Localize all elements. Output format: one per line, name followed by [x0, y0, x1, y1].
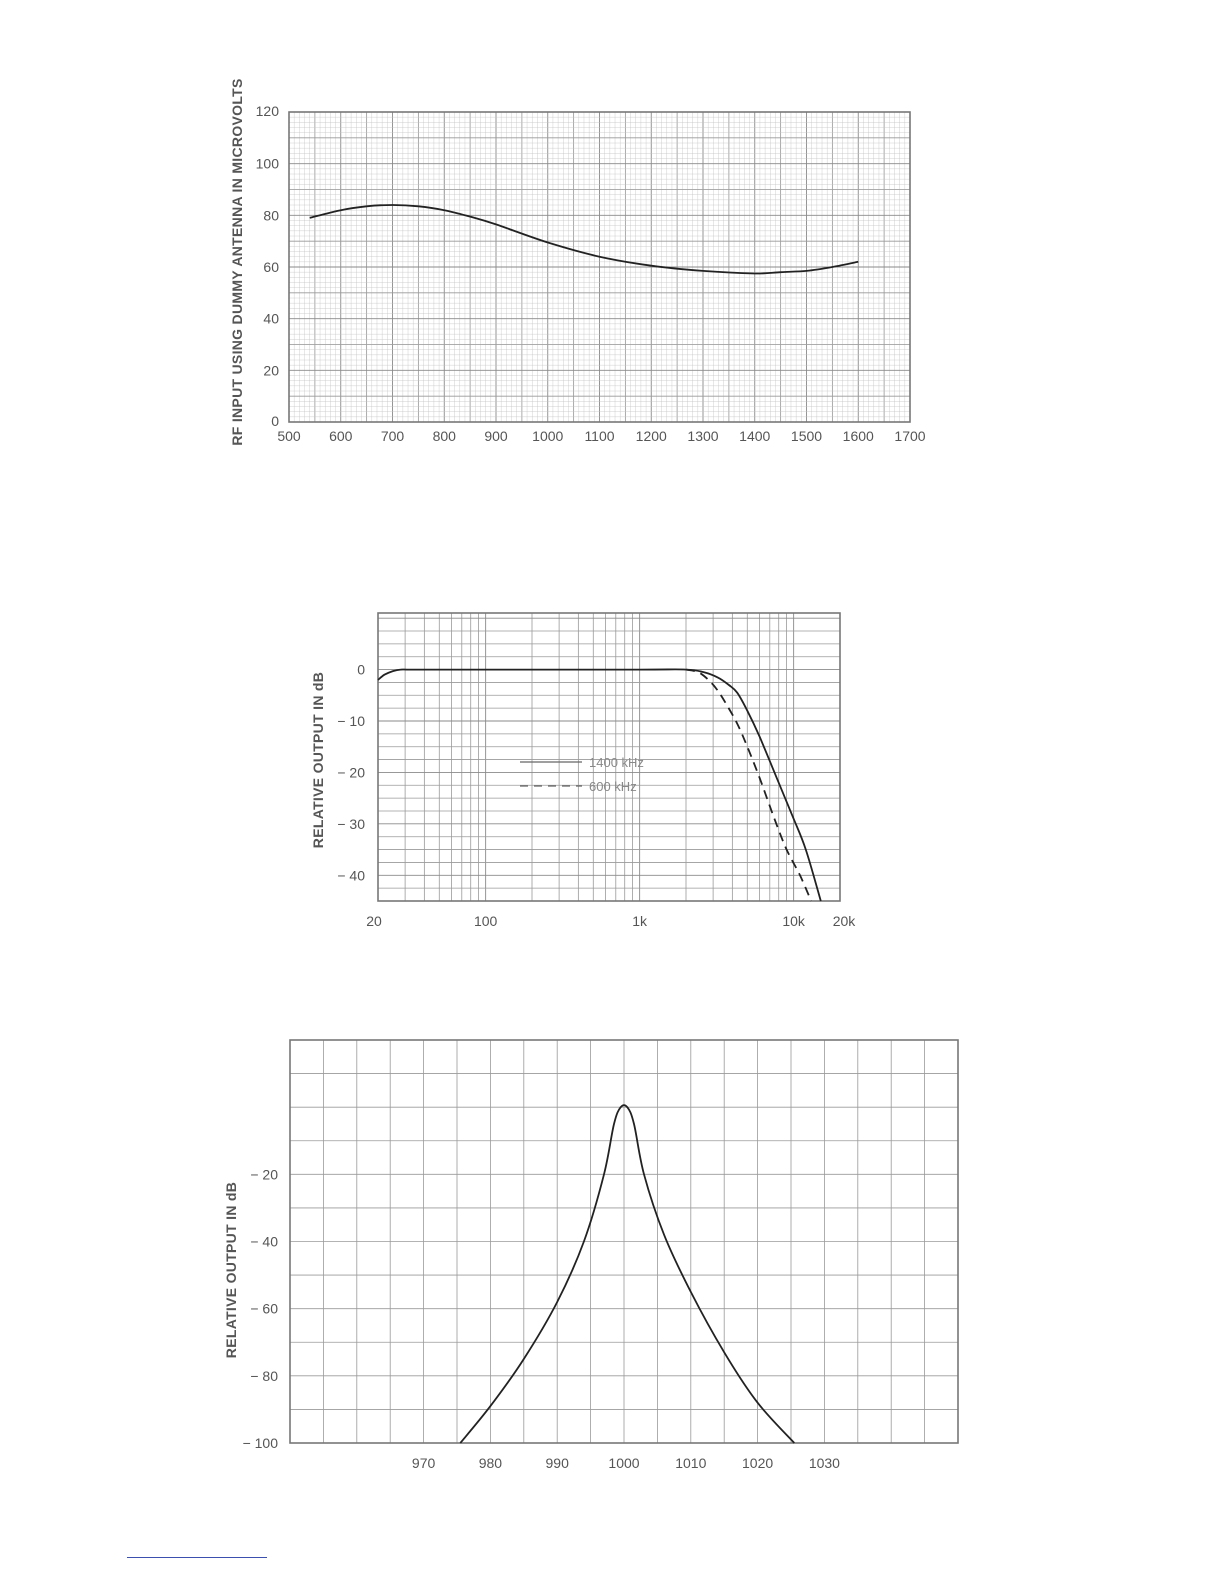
chart3-x-tick-label: 1030 — [808, 1455, 840, 1471]
chart1-x-tick-label: 900 — [484, 428, 508, 444]
chart3-ylabel: RELATIVE OUTPUT IN dB — [223, 1181, 239, 1359]
chart2-legend-label: 1400 kHz — [589, 755, 644, 770]
chart2-x-tick-label: 20 — [366, 913, 382, 929]
chart3-series-line — [460, 1105, 794, 1443]
chart1-y-tick-label: 60 — [263, 259, 279, 275]
chart3-y-tick-label: − 40 — [250, 1233, 278, 1250]
chart1-x-tick-label: 1400 — [739, 428, 771, 444]
chart2-x-tick-label: 10k — [782, 913, 805, 929]
chart1-y-tick-label: 20 — [263, 362, 279, 379]
chart2-y-tick-label: 0 — [357, 661, 365, 678]
chart1-x-tick-label: 1500 — [790, 428, 823, 444]
chart1-x-tick-label: 1100 — [584, 428, 615, 444]
chart1-x-tick-label: 1300 — [687, 428, 719, 444]
chart1-x-tick-label: 1200 — [635, 428, 667, 444]
footer-rule — [127, 1557, 267, 1558]
chart1-x-tick-label: 800 — [432, 428, 456, 444]
chart1-ylabel: RF INPUT USING DUMMY ANTENNA IN MICROVOLTS — [229, 78, 245, 446]
chart2-x-tick-label: 20k — [832, 913, 856, 929]
chart1-x-tick-label: 1700 — [894, 428, 926, 444]
chart1-y-tick-label: 80 — [263, 207, 279, 224]
chart1-y-tick-label: 0 — [271, 413, 279, 429]
chart3-y-tick-label: − 60 — [250, 1300, 278, 1317]
chart1-x-tick-label: 1000 — [532, 428, 564, 444]
chart2-y-tick-label: − 30 — [337, 815, 365, 832]
chart2-y-tick-label: − 10 — [337, 713, 365, 729]
chart3-x-tick-label: 1000 — [608, 1455, 640, 1471]
chart2-y-tick-label: − 20 — [337, 764, 365, 781]
chart-audio-response — [310, 613, 856, 929]
chart2-ylabel: RELATIVE OUTPUT IN dB — [310, 671, 326, 849]
chart1-x-tick-label: 600 — [329, 428, 353, 444]
chart3-x-tick-label: 980 — [478, 1455, 503, 1471]
chart-selectivity — [223, 1040, 958, 1471]
chart3-x-tick-label: 1010 — [675, 1455, 707, 1471]
chart1-y-tick-label: 40 — [263, 310, 279, 327]
chart1-y-tick-label: 100 — [255, 155, 279, 172]
chart3-x-tick-label: 990 — [545, 1455, 569, 1471]
chart-rf-input-sensitivity — [229, 78, 926, 445]
chart1-y-tick-label: 120 — [255, 103, 279, 119]
chart1-x-tick-label: 700 — [380, 428, 405, 444]
chart3-y-tick-label: − 100 — [242, 1435, 278, 1451]
chart2-x-tick-label: 100 — [473, 913, 498, 929]
chart2-legend-label: 600 kHz — [589, 779, 637, 794]
chart2-x-tick-label: 1k — [632, 913, 648, 929]
chart3-y-tick-label: − 80 — [250, 1367, 278, 1384]
chart1-x-tick-label: 1600 — [842, 428, 874, 444]
chart2-y-tick-label: − 40 — [337, 867, 365, 884]
chart3-y-tick-label: − 20 — [250, 1166, 278, 1183]
chart3-x-tick-label: 1020 — [742, 1455, 774, 1471]
chart2-legend — [520, 755, 644, 794]
chart3-x-tick-label: 970 — [411, 1455, 436, 1471]
chart1-x-tick-label: 500 — [277, 428, 301, 444]
